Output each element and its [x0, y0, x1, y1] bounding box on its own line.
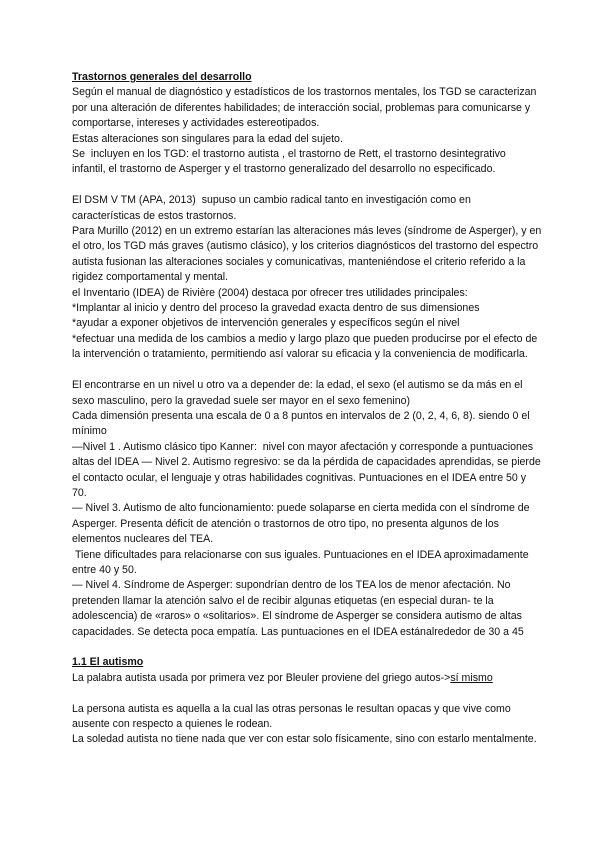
spacer [72, 686, 542, 701]
underlined-term: sí mismo [450, 671, 493, 684]
paragraph [72, 671, 542, 686]
section-heading: 1.1 El autismo [72, 656, 144, 669]
paragraph: El encontrarse en un nivel u otro va a depender de: la edad, el sexo (el autismo se da más en el sexo masculino, pero la gravedad suele ser mayor en el sexo femenino) [72, 379, 526, 407]
bullet-item: *ayudar a exponer objetivos de intervención generales y específicos según el nivel [72, 317, 460, 330]
paragraph: —Nivel 1 . Autismo clásico tipo Kanner: nivel con mayor afectación y corresponde a puntuaciones altas del IDEA — Nivel 2. Autismo regresivo: se da la pérdida de capacidades aprendidas, se pierde el contacto ocular, el lenguaje y otras habilidades cognitivas. Puntuaciones en el IDEA entre 50 y 70. [72, 440, 544, 499]
paragraph: Según el manual de diagnóstico y estadísticos de los trastornos mentales, los TGD se caracterizan por una alteración de diferentes habilidades; de interacción social, problemas para comunicarse y comportarse, intereses y actividades estereotipados. [72, 86, 540, 130]
spacer [72, 178, 542, 193]
paragraph-text: La palabra autista usada por primera vez por Bleuler proviene del griego autos-> [72, 671, 451, 684]
document-page [72, 70, 545, 748]
spacer [72, 363, 542, 378]
paragraph: Estas alteraciones son singulares para la edad del sujeto. [72, 132, 343, 145]
paragraph: Para Murillo (2012) en un extremo estarían las alteraciones más leves (síndrome de Asperger), y en el otro, los TGD más graves (autismo clásico), y los criterios diagnósticos del trastorno del espectro autista fusionan las alteraciones sociales y comunicativas, manteniéndose el criterio referido a la rigidez comportamental y mental. [72, 225, 545, 284]
paragraph: el Inventario (IDEA) de Rivière (2004) destaca por ofrecer tres utilidades principales: [72, 286, 468, 299]
paragraph: — Nivel 3. Autismo de alto funcionamiento: puede solaparse en cierta medida con el síndrome de Asperger. Presenta déficit de atención o trastornos de otro tipo, no presenta algunos de los elementos nucleares del TEA. [72, 502, 532, 546]
bullet-item: *efectuar una medida de los cambios a medio y largo plazo que pueden producirse por el efecto de la intervención o tratamiento, permitiendo así valorar su eficacia y la conveniencia de modificarla. [72, 332, 541, 361]
paragraph: Se incluyen en los TGD: el trastorno autista , el trastorno de Rett, el trastorno desintegrativo infantil, el trastorno de Asperger y el trastorno generalizado del desarrollo no especificado. [72, 148, 509, 176]
paragraph: Cada dimensión presenta una escala de 0 a 8 puntos en intervalos de 2 (0, 2, 4, 6, 8). siendo 0 el mínimo [72, 409, 533, 438]
paragraph: El DSM V TM (APA, 2013) supuso un cambio radical tanto en investigación como en características de estos trastornos. [72, 194, 474, 222]
paragraph: La soledad autista no tiene nada que ver con estar solo físicamente, sino con estarlo mentalmente. [72, 733, 537, 746]
document-title: Trastornos generales del desarrollo [72, 71, 252, 83]
spacer [72, 640, 542, 655]
paragraph: La persona autista es aquella a la cual las otras personas le resultan opacas y que vive como ausente con respecto a quienes le rodean. [72, 702, 514, 730]
paragraph: Tiene dificultades para relacionarse con sus iguales. Puntuaciones en el IDEA aproximadamente entre 40 y 50. [72, 548, 532, 576]
bullet-item: *Implantar al inicio y dentro del proceso la gravedad exacta dentro de sus dimensiones [72, 302, 480, 315]
paragraph: — Nivel 4. Síndrome de Asperger: supondrían dentro de los TEA los de menor afectación. No pretenden llamar la atención salvo el de recibir algunas etiquetas (en especial duran- te la adolescencia) de «raros» o «solitarios». El síndrome de Asperger se considera autismo de altas capacidades. Se detecta poca empatía. Las puntuaciones en el IDEA estánalrededor de 30 a 45 [72, 579, 525, 638]
